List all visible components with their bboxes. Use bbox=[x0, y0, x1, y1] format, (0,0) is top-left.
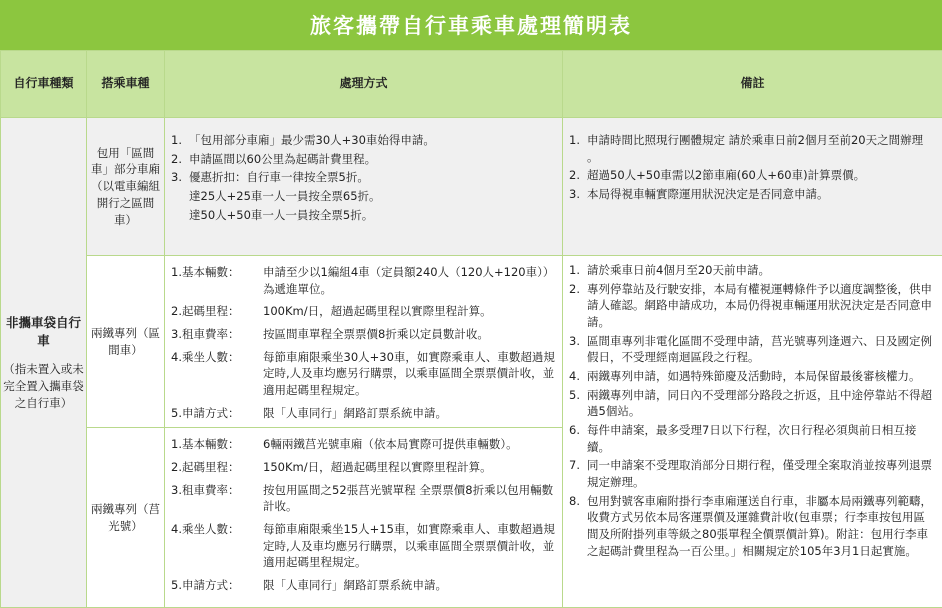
method-cell bbox=[165, 428, 563, 608]
item-value: 按區間車單程全票票價8折乘以定員數計收。 bbox=[263, 327, 489, 342]
item-number: 3. bbox=[569, 333, 580, 348]
item-number: 8. bbox=[569, 493, 580, 508]
bike-type-cell bbox=[1, 118, 87, 608]
item-value: 每節車廂限乘坐30人+30車，如實際乘車人、車數超過規定時,人及車均應另行購票，以乘車區間全票票價計收，並適用起碼里程規定。 bbox=[263, 349, 555, 398]
bike-type-sub: （指未置入或未完全置入攜車袋之自行車） bbox=[3, 362, 84, 410]
header-bike-type: 自行車種類 bbox=[1, 51, 87, 118]
item-number: 1. bbox=[171, 133, 182, 147]
method-item bbox=[171, 521, 556, 571]
item-number: 7. bbox=[569, 458, 580, 473]
item-value: 按包用區間之52張莒光號單程 全票票價8折乘以包用輛數計收。 bbox=[263, 482, 554, 514]
list-item bbox=[171, 151, 552, 168]
method-item bbox=[171, 349, 556, 399]
item-number: 1. bbox=[569, 263, 580, 277]
item-text: 優惠折扣：自行車一律按全票5折。 bbox=[189, 170, 369, 185]
item-key: 5.申請方式： bbox=[171, 405, 240, 420]
method-cell bbox=[165, 256, 563, 428]
item-value: 申請至少以1編組4車（定員額240人（120人+120車））為遞進單位。 bbox=[263, 265, 555, 296]
header-row bbox=[1, 51, 942, 118]
method-item bbox=[171, 482, 556, 515]
item-text: 本局得視車輛實際運用狀況決定是否同意申請。 bbox=[587, 187, 829, 202]
list-item bbox=[569, 333, 932, 366]
vehicle-label: 兩鐵專列（區間車） bbox=[91, 326, 160, 357]
method-item bbox=[171, 264, 556, 297]
list-item bbox=[569, 368, 932, 385]
item-key: 1.基本輛數： bbox=[171, 437, 240, 452]
list-item bbox=[171, 132, 552, 149]
item-value: 100Km/日，超過起碼里程以實際里程計算。 bbox=[263, 304, 492, 319]
item-key: 3.租車費率： bbox=[171, 327, 240, 342]
item-key: 2.起碼里程： bbox=[171, 460, 240, 475]
item-text: 區間車專列非電化區間不受理申請，莒光號專列逢週六、日及國定例假日，不受理經南迴區段之行程。 bbox=[587, 333, 932, 365]
item-key: 5.申請方式： bbox=[171, 578, 240, 593]
item-text: 申請區間以60公里為起碼計費里程。 bbox=[189, 151, 377, 166]
note-cell-shared bbox=[563, 256, 942, 608]
item-number: 6. bbox=[569, 423, 580, 438]
list-item bbox=[569, 167, 932, 184]
item-text: 包用對號客車廂附掛行李車廂運送自行車，非屬本局兩鐵專列範疇，收費方式另依本局客運票價及運雜費計收(包車票；行李車按包用區間及所附掛列車等級之80張單程全價票價計算)。附註：包用行李車之起碼計費里程為一百公里。」相關規定於105年3月1日起實施。 bbox=[587, 493, 932, 558]
item-text: 「包用部分車廂」最少需30人+30車始得申請。 bbox=[189, 133, 435, 147]
header-vehicle: 搭乘車種 bbox=[87, 51, 165, 118]
list-item bbox=[569, 281, 932, 331]
header-note: 備註 bbox=[563, 51, 942, 118]
item-text: 達50人+50車一人一員按全票5折。 bbox=[189, 207, 374, 222]
item-text: 申請時間比照現行團體規定 請於乘車日前2個月至前20天之間辦理 。 bbox=[587, 133, 924, 164]
item-key: 1.基本輛數： bbox=[171, 265, 240, 279]
method-item bbox=[171, 326, 556, 343]
method-item bbox=[171, 405, 556, 422]
item-number bbox=[171, 207, 189, 224]
item-number: 2. bbox=[171, 151, 182, 166]
item-value: 6輛兩鐵莒光號車廂（依本局實際可提供車輛數）。 bbox=[263, 437, 518, 452]
item-number: 5. bbox=[569, 387, 580, 402]
item-text: 超過50人+50車需以2節車廂(60人+60車)計算票價。 bbox=[587, 168, 866, 183]
list-item bbox=[171, 188, 552, 205]
method-item bbox=[171, 459, 556, 476]
item-text: 專列停靠站及行駛安排，本局有權視運轉條件予以適度調整後，供申請人確認。網路申請成功，本局仍得視車輛運用狀況決定是否同意申請。 bbox=[587, 281, 932, 330]
item-number: 4. bbox=[569, 369, 580, 384]
note-cell bbox=[563, 118, 942, 256]
vehicle-label: 兩鐵專列（莒光號） bbox=[91, 502, 160, 533]
list-item bbox=[569, 387, 932, 420]
title-bar bbox=[0, 0, 942, 52]
item-number: 2. bbox=[569, 168, 580, 183]
list-item bbox=[569, 186, 932, 203]
item-value: 每節車廂限乘坐15人+15車，如實際乘車人、車數超過規定時,人及車均應另行購票，以乘車區間全票票價計收，並適用起碼里程規定。 bbox=[263, 522, 555, 570]
vehicle-cell bbox=[87, 118, 165, 256]
method-cell bbox=[165, 118, 563, 256]
table-row bbox=[1, 256, 942, 428]
vehicle-cell bbox=[87, 428, 165, 608]
table-row bbox=[1, 118, 942, 256]
list-item bbox=[171, 207, 552, 224]
item-number: 3. bbox=[569, 187, 580, 202]
header-method: 處理方式 bbox=[165, 51, 563, 118]
item-number: 3. bbox=[171, 170, 182, 185]
item-text: 同一申請案不受理取消部分日期行程，僅受理全案取消並按專列退票規定辦理。 bbox=[587, 458, 932, 490]
item-text: 兩鐵專列申請，如遇特殊節慶及活動時，本局保留最後審核權力。 bbox=[587, 369, 921, 384]
page-title: 旅客攜帶自行車乘車處理簡明表 bbox=[310, 14, 632, 38]
method-item bbox=[171, 436, 556, 453]
list-item bbox=[569, 262, 932, 279]
item-text: 每件申請案，最多受理7日以下行程，次日行程必須與前日相互接續。 bbox=[587, 423, 917, 454]
bike-type-main: 非攜車袋自行車 bbox=[5, 314, 81, 349]
item-text: 請於乘車日前4個月至20天前申請。 bbox=[587, 263, 770, 277]
item-text: 兩鐵專列申請，同日內不受理部分路段之折返，且中途停靠站不得超過5個站。 bbox=[587, 387, 932, 419]
item-key: 3.租車費率： bbox=[171, 482, 240, 497]
item-number: 1. bbox=[569, 133, 580, 147]
vehicle-cell bbox=[87, 256, 165, 428]
item-key: 4.乘坐人數： bbox=[171, 522, 240, 537]
item-key: 4.乘坐人數： bbox=[171, 349, 240, 364]
list-item bbox=[569, 457, 932, 490]
list-item bbox=[171, 169, 552, 186]
method-item bbox=[171, 577, 556, 594]
item-value: 限「人車同行」網路訂票系統申請。 bbox=[263, 405, 447, 420]
vehicle-label: 包用「區間車」部分車廂（以電車編組開行之區間車） bbox=[91, 145, 160, 227]
item-text: 達25人+25車一人一員按全票65折。 bbox=[189, 189, 381, 204]
item-number: 2. bbox=[569, 281, 580, 296]
summary-table bbox=[0, 50, 942, 608]
item-key: 2.起碼里程： bbox=[171, 304, 240, 319]
item-value: 限「人車同行」網路訂票系統申請。 bbox=[263, 578, 447, 593]
item-number bbox=[171, 188, 189, 205]
method-item bbox=[171, 303, 556, 320]
item-value: 150Km/日，超過起碼里程以實際里程計算。 bbox=[263, 460, 492, 475]
list-item bbox=[569, 422, 932, 455]
list-item bbox=[569, 132, 932, 165]
list-item bbox=[569, 493, 932, 560]
